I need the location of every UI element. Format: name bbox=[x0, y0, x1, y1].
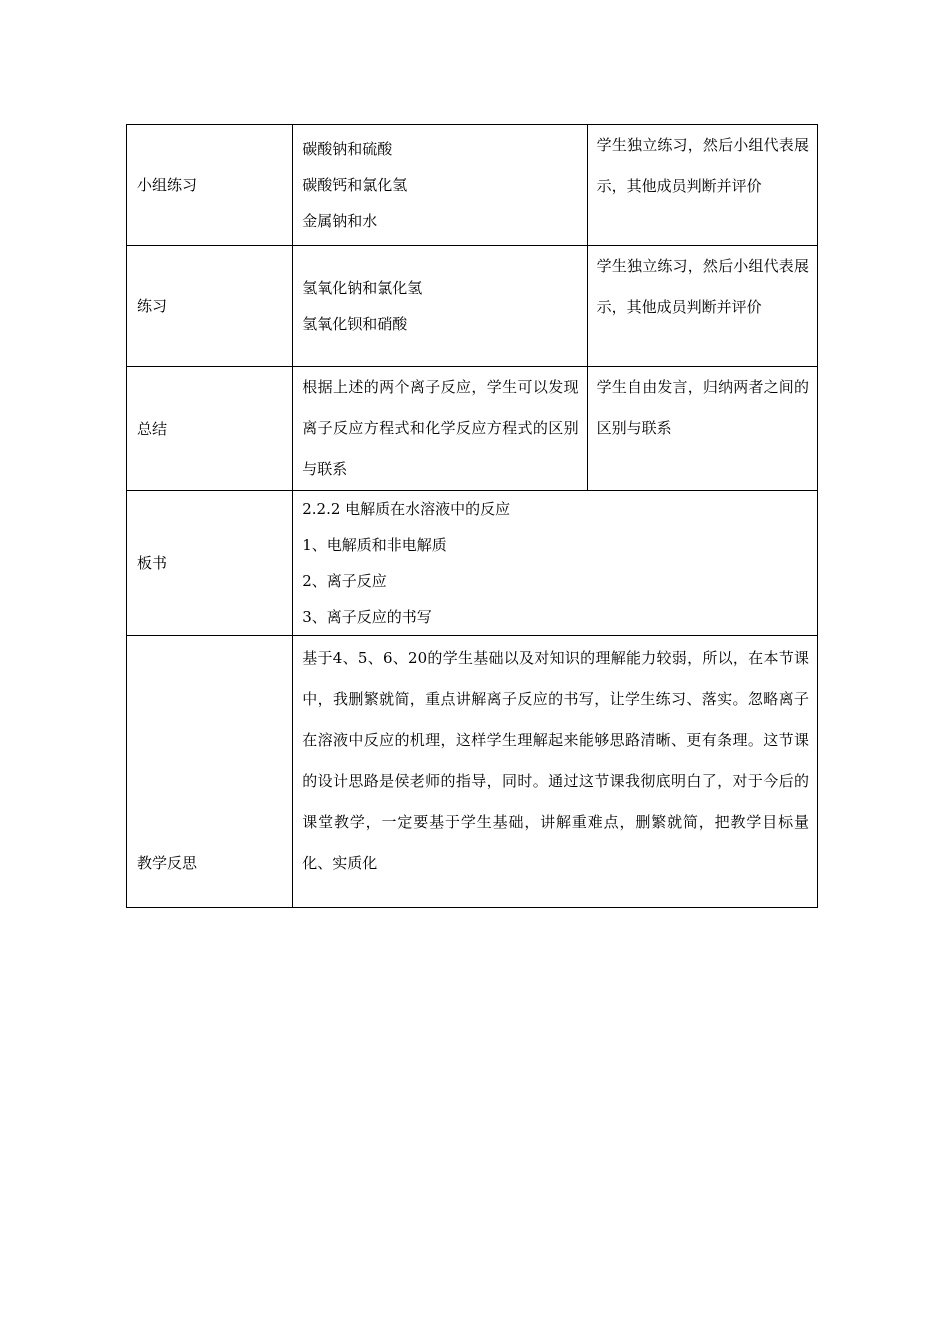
table-row-reflection bbox=[127, 636, 818, 908]
content-line: 3、离子反应的书写 bbox=[302, 608, 432, 626]
row-content bbox=[293, 125, 587, 246]
row-note: 学生独立练习，然后小组代表展示，其他成员判断并评价 bbox=[587, 125, 817, 246]
content-paragraph: 根据上述的两个离子反应，学生可以发现离子反应方程式和化学反应方程式的区别与联系 bbox=[302, 378, 579, 478]
table-row-practice bbox=[127, 246, 818, 367]
content-paragraph: 基于4、5、6、20的学生基础以及对知识的理解能力较弱，所以，在本节课中，我删繁就简，重点讲解离子反应的书写，让学生练习、落实。忽略离子在溶液中反应的机理，这样学生理解起来能够思路清晰、更有条理。这节课的设计思路是侯老师的指导，同时。通过这节课我彻底明白了，对于今后的课堂教学，一定要基于学生基础，讲解重难点，删繁就简，把教学目标量化、实质化 bbox=[302, 649, 809, 872]
row-note: 学生自由发言，归纳两者之间的区别与联系 bbox=[587, 367, 817, 491]
content-line: 2.2.2 电解质在水溶液中的反应 bbox=[302, 500, 511, 518]
table-row-group-practice bbox=[127, 125, 818, 246]
content-line: 氢氧化钠和氯化氢 bbox=[302, 279, 423, 297]
row-label: 总结 bbox=[127, 367, 293, 491]
content-line: 碳酸钠和硫酸 bbox=[302, 140, 393, 158]
content-line: 1、电解质和非电解质 bbox=[302, 536, 447, 554]
content-line: 碳酸钙和氯化氢 bbox=[302, 176, 408, 194]
row-content bbox=[293, 491, 818, 636]
content-line: 2、离子反应 bbox=[302, 572, 387, 590]
row-note: 学生独立练习，然后小组代表展示，其他成员判断并评价 bbox=[587, 246, 817, 367]
lesson-plan-table bbox=[126, 124, 818, 908]
content-line: 金属钠和水 bbox=[302, 212, 378, 230]
row-label: 小组练习 bbox=[127, 125, 293, 246]
row-label: 教学反思 bbox=[127, 636, 293, 908]
table-row-blackboard bbox=[127, 491, 818, 636]
table-row-summary bbox=[127, 367, 818, 491]
row-label: 练习 bbox=[127, 246, 293, 367]
row-content bbox=[293, 636, 818, 908]
row-content bbox=[293, 246, 587, 367]
row-label: 板书 bbox=[127, 491, 293, 636]
row-content bbox=[293, 367, 587, 491]
content-line: 氢氧化钡和硝酸 bbox=[302, 315, 408, 333]
